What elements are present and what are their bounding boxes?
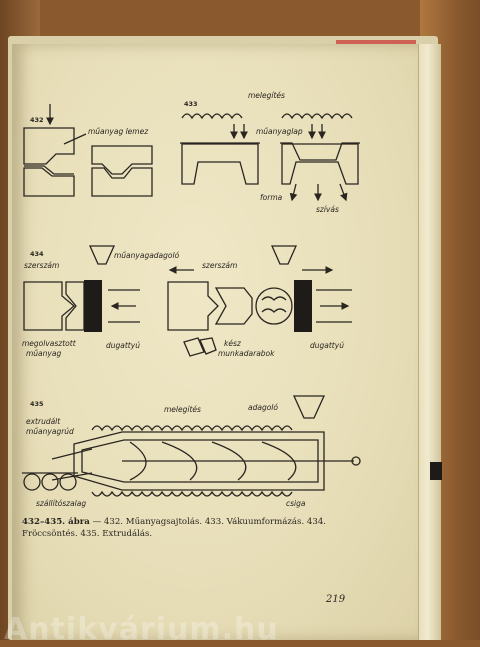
suction-arrow [292,184,296,200]
vacuum-mould-left [182,144,258,184]
die-bottom-2 [92,168,152,196]
label-conveyor: szállítószalag [36,499,87,508]
heater-coil-right [282,114,352,118]
page-number: 219 [326,594,346,605]
label-tool-left: szerszám [24,261,60,270]
label-screw: csiga [286,499,306,508]
figure-number-433: 433 [184,100,198,108]
hopper-435 [294,396,324,418]
figure-number-435: 435 [30,400,44,408]
label-plastic-plate: műanyaglap [256,127,303,136]
figures-drawing [12,44,418,514]
vacuum-mould-right [282,144,358,184]
hopper-left [90,246,114,264]
figure-435 [22,396,360,508]
label-suction: szívás [316,205,339,214]
piston-left [84,280,102,332]
formed-plate [280,143,360,160]
figure-433 [180,91,360,214]
injection-tool-right [168,282,218,330]
suction-arrow [340,184,346,200]
nozzle-block [216,288,252,324]
die-top-2 [92,146,152,174]
label-tool-right: szerszám [202,261,238,270]
figure-caption [22,516,382,540]
caption-figure-ref: 432–435. ábra [22,517,90,527]
label-extruded: extrudált [26,417,61,426]
hopper-right [272,246,296,264]
label-finished: kész [224,339,241,348]
label-piston-left: dugattyú [106,341,140,350]
label-workpieces: munkadarabok [218,349,275,358]
heater-coil-bottom [92,492,292,496]
leader-line [64,134,86,144]
caption-text: — 432. Műanyagsajtolás. 433. Vákuumformázás. 434. Fröccsöntés. 435. Extrudálás. [22,517,327,539]
label-plastic: műanyag [26,349,62,358]
label-form: forma [260,193,283,202]
figure-432 [24,104,152,196]
heater-coil-left [182,114,242,118]
label-heating-435: melegítés [164,405,201,414]
conveyor-roller [24,474,40,490]
upper-die [24,128,74,164]
conveyor-roller [42,474,58,490]
label-melted: megolvasztott [22,339,76,348]
label-plastic-sheet: műanyag lemez [88,127,149,136]
label-plastic-feeder: műanyagadagoló [114,251,180,260]
lower-die [24,168,74,196]
figure-434 [22,246,352,358]
finished-parts [184,338,216,356]
label-heating: melegítés [248,91,285,100]
heater-coil-top [92,426,292,430]
label-feeder: adagoló [248,403,278,412]
figure-number-432: 432 [30,116,44,124]
page-edge-stack [418,44,441,640]
piston-right [294,280,312,332]
label-plastic-rod: műanyagrúd [26,427,74,436]
figure-number-434: 434 [30,250,44,258]
granules [256,288,292,324]
label-piston-right: dugattyú [310,341,344,350]
watermark-text: Antikvárium.hu [4,612,279,647]
granule-swirl [262,297,286,312]
black-tab [430,462,442,480]
conveyor-roller [60,474,76,490]
